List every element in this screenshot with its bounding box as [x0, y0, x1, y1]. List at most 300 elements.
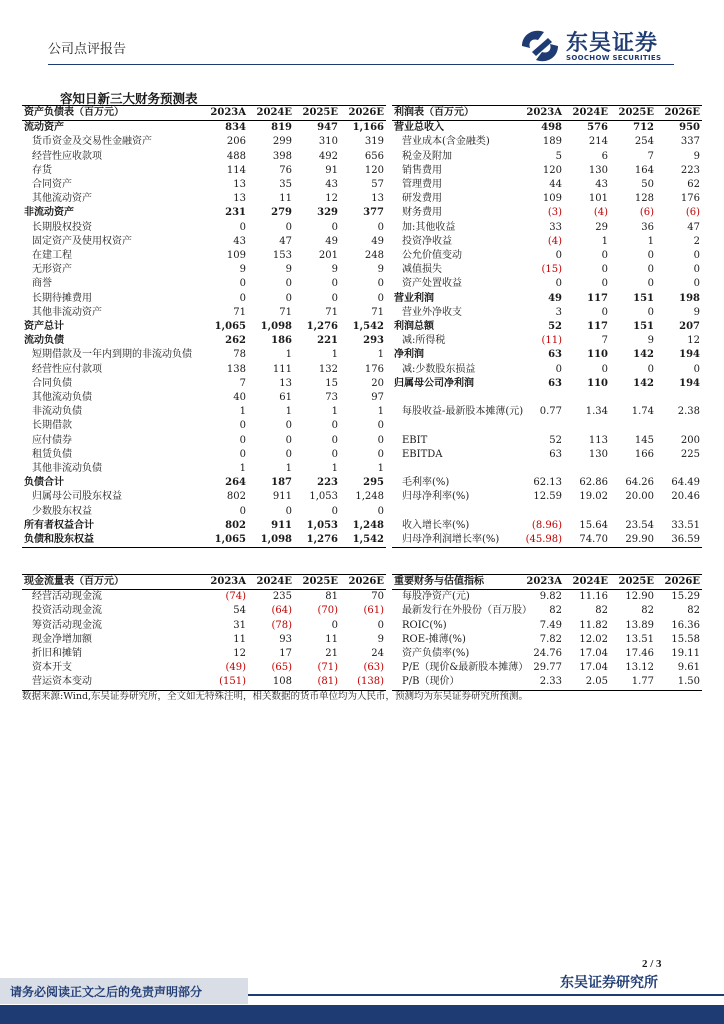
- row-value: 9: [377, 264, 384, 276]
- row-label: 在建工程: [32, 250, 72, 262]
- row-value: 337: [680, 136, 700, 148]
- row-value: 109: [542, 193, 562, 205]
- row-label: 投资净收益: [402, 235, 452, 247]
- row-value: 0: [331, 619, 338, 631]
- table-row: [392, 490, 702, 504]
- row-value: 13.89: [625, 619, 654, 631]
- row-label: P/B（现价）: [392, 675, 518, 690]
- row-value: 7.82: [539, 633, 562, 645]
- row-value: 49: [371, 235, 384, 247]
- row-value: 113: [588, 434, 608, 446]
- row-label: [392, 462, 518, 476]
- row-value: 35: [279, 179, 292, 191]
- row-value: 0: [647, 363, 654, 375]
- row-value: 151: [633, 321, 654, 333]
- row-label: 管理费用: [402, 179, 442, 191]
- year-header: 2023A: [202, 575, 248, 590]
- row-value: [564, 391, 610, 405]
- row-value: 11: [279, 193, 292, 205]
- year-header: 2024E: [248, 575, 294, 590]
- row-label: 税金及附加: [402, 150, 452, 162]
- row-value: (78): [271, 619, 292, 631]
- row-value: 110: [587, 349, 608, 361]
- table-row: [392, 348, 702, 362]
- row-value: 29.77: [533, 662, 562, 674]
- table-row: [22, 277, 386, 291]
- row-value: 1.34: [585, 406, 608, 418]
- row-value: 1,098: [260, 321, 292, 333]
- row-value: 0: [601, 363, 608, 375]
- row-value: 0: [285, 278, 292, 290]
- table-row: [22, 419, 386, 433]
- row-value: 62.13: [533, 477, 562, 489]
- row-value: 15.64: [579, 519, 608, 531]
- row-value: 712: [633, 122, 654, 134]
- table-row: [392, 235, 702, 249]
- row-value: 61: [279, 392, 292, 404]
- row-value: 15.29: [671, 591, 700, 603]
- row-value: (61): [363, 605, 384, 617]
- row-value: 189: [542, 136, 562, 148]
- row-value: 0: [239, 278, 246, 290]
- table-row: [22, 320, 386, 334]
- row-value: 225: [680, 448, 700, 460]
- row-value: 1: [647, 235, 654, 247]
- year-header: 2026E: [340, 106, 386, 121]
- table-row: [392, 306, 702, 320]
- row-value: 71: [371, 306, 384, 318]
- row-value: 54: [233, 605, 246, 617]
- row-value: 76: [279, 164, 292, 176]
- row-label: 固定资产及使用权资产: [32, 235, 132, 247]
- row-value: (6): [639, 207, 654, 219]
- row-value: 130: [588, 448, 608, 460]
- row-value: [610, 419, 656, 433]
- row-label: 营业利润: [394, 292, 434, 304]
- table-row: [22, 192, 386, 206]
- year-header: 2025E: [294, 575, 340, 590]
- row-label: 租赁负债: [32, 448, 72, 460]
- table-row: [22, 292, 386, 306]
- row-value: 12.02: [579, 633, 608, 645]
- row-value: [564, 462, 610, 476]
- row-value: [656, 419, 702, 433]
- row-label: 财务费用: [402, 207, 442, 219]
- table-row: [392, 263, 702, 277]
- row-value: 1,276: [294, 533, 340, 548]
- row-value: 33: [549, 221, 562, 233]
- row-value: 1.50: [656, 675, 702, 690]
- row-value: 64.26: [625, 477, 654, 489]
- row-label: 流动资产: [24, 122, 64, 134]
- row-value: 11: [325, 633, 338, 645]
- row-value: 1,248: [355, 491, 384, 503]
- row-label: 所有者权益合计: [24, 519, 94, 531]
- row-value: 0: [693, 250, 700, 262]
- row-value: (151): [202, 675, 248, 690]
- row-value: 310: [318, 136, 338, 148]
- row-value: 71: [279, 306, 292, 318]
- table-row: [22, 448, 386, 462]
- row-label: 毛利率(%): [402, 477, 450, 489]
- table-row: [22, 135, 386, 149]
- row-value: 221: [317, 335, 338, 347]
- row-label: 营业成本(含金融类): [402, 136, 490, 148]
- row-label: 负债合计: [24, 477, 64, 489]
- row-value: 3: [555, 306, 562, 318]
- table-row: [392, 221, 702, 235]
- table-row: [22, 505, 386, 519]
- row-label: 营业外净收支: [402, 306, 462, 318]
- balance-sheet-table: [22, 105, 386, 548]
- row-value: 1: [239, 463, 246, 475]
- row-value: 0.77: [539, 406, 562, 418]
- row-value: 1: [331, 406, 338, 418]
- row-value: 0: [331, 278, 338, 290]
- year-header: 2023A: [518, 575, 564, 590]
- row-value: (65): [271, 662, 292, 674]
- row-value: 262: [225, 335, 246, 347]
- row-value: 7: [239, 377, 246, 389]
- brand-logo: [518, 26, 688, 66]
- row-value: 11: [233, 633, 246, 645]
- row-value: 24: [371, 648, 384, 660]
- row-value: 17.04: [579, 648, 608, 660]
- row-value: 7: [647, 150, 654, 162]
- table-row: [22, 391, 386, 405]
- row-value: 2.38: [677, 406, 700, 418]
- table-row: [392, 391, 702, 405]
- row-value: 1,053: [309, 491, 338, 503]
- row-value: 0: [331, 448, 338, 460]
- row-label: 净利润: [394, 349, 424, 361]
- row-label: ROIC(%): [402, 619, 447, 631]
- row-value: 0: [377, 221, 384, 233]
- valuation-table: [392, 574, 702, 691]
- row-value: 70: [371, 591, 384, 603]
- row-value: 9: [693, 306, 700, 318]
- row-value: 114: [226, 164, 246, 176]
- row-value: 29: [595, 221, 608, 233]
- row-value: 13: [371, 193, 384, 205]
- table-row: [22, 633, 386, 647]
- row-value: 36: [641, 221, 654, 233]
- row-value: 194: [679, 377, 700, 389]
- row-value: 7: [601, 335, 608, 347]
- row-value: 120: [364, 164, 384, 176]
- row-value: 110: [587, 377, 608, 389]
- row-value: 1.77: [610, 675, 656, 690]
- year-header: 2026E: [656, 575, 702, 590]
- row-value: 299: [272, 136, 292, 148]
- row-value: [656, 462, 702, 476]
- row-value: 120: [542, 164, 562, 176]
- row-value: 71: [233, 306, 246, 318]
- row-value: (138): [340, 675, 386, 690]
- row-value: (71): [317, 662, 338, 674]
- row-label: 资产处置收益: [402, 278, 462, 290]
- row-value: (11): [541, 335, 562, 347]
- table-row: [22, 150, 386, 164]
- row-value: 223: [680, 164, 700, 176]
- table-row: [22, 235, 386, 249]
- row-value: 117: [587, 321, 608, 333]
- row-value: 0: [331, 434, 338, 446]
- row-value: 9: [693, 150, 700, 162]
- row-value: 9: [239, 264, 246, 276]
- row-value: 1: [331, 463, 338, 475]
- row-value: 0: [331, 420, 338, 432]
- row-label: [392, 505, 518, 519]
- row-value: (45.98): [518, 533, 564, 548]
- table-row: [392, 590, 702, 605]
- table-row: [22, 661, 386, 675]
- row-value: 109: [226, 250, 246, 262]
- row-label: 经营性应收款项: [32, 150, 102, 162]
- row-value: 488: [226, 150, 246, 162]
- row-value: 2: [693, 235, 700, 247]
- table-row: [392, 292, 702, 306]
- row-value: 19.02: [579, 491, 608, 503]
- table-row: [392, 462, 702, 476]
- row-value: 97: [371, 392, 384, 404]
- row-value: 13.12: [625, 662, 654, 674]
- footer-bar: [0, 1005, 724, 1024]
- row-value: 33.51: [671, 519, 700, 531]
- row-value: 1: [285, 349, 292, 361]
- row-value: 9: [331, 264, 338, 276]
- row-value: 43: [233, 235, 246, 247]
- table-row: [22, 263, 386, 277]
- row-value: 0: [331, 292, 338, 304]
- row-value: 0: [239, 292, 246, 304]
- row-value: 293: [363, 335, 384, 347]
- row-value: 20: [371, 377, 384, 389]
- table-row: [392, 192, 702, 206]
- row-value: 264: [225, 477, 246, 489]
- row-label: 加:其他收益: [402, 221, 456, 233]
- table-row: [22, 334, 386, 348]
- disclaimer-banner: [0, 978, 248, 1004]
- row-value: 0: [377, 434, 384, 446]
- row-label: 长期借款: [32, 420, 72, 432]
- row-label: 减:所得税: [402, 335, 446, 347]
- row-value: 71: [325, 306, 338, 318]
- row-value: 0: [331, 221, 338, 233]
- row-value: 12.90: [625, 591, 654, 603]
- row-value: 0: [239, 434, 246, 446]
- row-value: 73: [325, 392, 338, 404]
- row-label: 归属母公司净利润: [394, 377, 474, 389]
- row-value: 279: [271, 207, 292, 219]
- row-value: 0: [693, 264, 700, 276]
- row-value: 74.70: [564, 533, 610, 548]
- row-label: 长期待摊费用: [32, 292, 92, 304]
- table-row: [22, 363, 386, 377]
- row-value: 29.90: [610, 533, 656, 548]
- table-row: [392, 334, 702, 348]
- row-value: 12: [687, 335, 700, 347]
- row-value: 63: [549, 448, 562, 460]
- row-value: 206: [226, 136, 246, 148]
- row-value: 1: [331, 349, 338, 361]
- row-value: 138: [226, 363, 246, 375]
- row-value: 231: [225, 207, 246, 219]
- row-value: [656, 505, 702, 519]
- row-value: 214: [588, 136, 608, 148]
- row-value: 47: [687, 221, 700, 233]
- row-label: [392, 391, 518, 405]
- table-row: [392, 277, 702, 291]
- year-header: 2026E: [656, 106, 702, 121]
- row-value: 834: [225, 122, 246, 134]
- row-value: [518, 419, 564, 433]
- row-label: 资本开支: [32, 662, 72, 674]
- row-value: 23.54: [625, 519, 654, 531]
- row-value: 43: [595, 179, 608, 191]
- table-row: [392, 320, 702, 334]
- row-value: 186: [271, 335, 292, 347]
- row-value: (4): [547, 235, 562, 247]
- row-value: [518, 505, 564, 519]
- row-label: 其他流动负债: [32, 392, 92, 404]
- row-label: 每股收益-最新股本摊薄(元): [402, 406, 524, 418]
- row-value: 1,053: [306, 519, 338, 531]
- row-value: [518, 391, 564, 405]
- row-value: 0: [285, 448, 292, 460]
- row-label: 非流动负债: [32, 406, 82, 418]
- row-value: 198: [679, 292, 700, 304]
- row-label: 合同负债: [32, 377, 72, 389]
- row-value: 0: [555, 363, 562, 375]
- row-value: [656, 391, 702, 405]
- year-header: 2025E: [610, 106, 656, 121]
- row-label: 筹资活动现金流: [32, 619, 102, 631]
- row-value: 101: [588, 193, 608, 205]
- row-label: 少数股东权益: [32, 505, 92, 517]
- table-row: [392, 419, 702, 433]
- row-value: 9: [377, 633, 384, 645]
- row-value: 9: [647, 335, 654, 347]
- row-value: 194: [679, 349, 700, 361]
- row-value: 0: [285, 420, 292, 432]
- year-header: 2024E: [248, 106, 294, 121]
- page-title: 容知日新三大财务预测表: [60, 91, 198, 106]
- row-value: 82: [549, 605, 562, 617]
- row-value: 0: [285, 292, 292, 304]
- row-value: 207: [679, 321, 700, 333]
- row-value: 0: [285, 505, 292, 517]
- row-value: 63: [548, 349, 562, 361]
- row-value: 0: [377, 448, 384, 460]
- row-value: 49: [325, 235, 338, 247]
- row-value: 36.59: [656, 533, 702, 548]
- table-row: [392, 178, 702, 192]
- table-row: [22, 377, 386, 391]
- table-row: [392, 434, 702, 448]
- row-label: EBITDA: [402, 448, 443, 460]
- row-value: 19.11: [671, 648, 700, 660]
- row-value: [564, 419, 610, 433]
- row-label: 营运资本变动: [22, 675, 202, 690]
- row-value: (3): [547, 207, 562, 219]
- row-value: 0: [377, 505, 384, 517]
- table-row: [22, 462, 386, 476]
- row-label: 资产负债率(%): [402, 648, 470, 660]
- row-value: 0: [239, 221, 246, 233]
- row-value: 24.76: [533, 648, 562, 660]
- row-label: 归属母公司股东权益: [32, 491, 122, 503]
- table-row: [392, 249, 702, 263]
- logo-text-cn: 东吴证券: [566, 31, 659, 56]
- row-value: 1,065: [214, 321, 246, 333]
- row-value: (81): [294, 675, 340, 690]
- row-label: 公允价值变动: [402, 250, 462, 262]
- table-row: [22, 306, 386, 320]
- table-row: [392, 505, 702, 519]
- row-value: 9.82: [539, 591, 562, 603]
- row-value: 7.49: [539, 619, 562, 631]
- row-value: 12.59: [533, 491, 562, 503]
- row-value: 235: [272, 591, 292, 603]
- table-row: [392, 604, 702, 618]
- row-value: (63): [363, 662, 384, 674]
- row-value: 44: [549, 179, 562, 191]
- row-label: 流动负债: [24, 335, 64, 347]
- row-label: 其他非流动负债: [32, 463, 102, 475]
- row-value: 0: [331, 505, 338, 517]
- row-value: 492: [318, 150, 338, 162]
- row-value: 6: [601, 150, 608, 162]
- row-value: 52: [549, 434, 562, 446]
- cash-flow-table: [22, 574, 386, 691]
- row-value: 16.36: [671, 619, 700, 631]
- row-value: 13: [279, 377, 292, 389]
- table-row: [22, 121, 386, 136]
- table-row: [22, 405, 386, 419]
- row-value: 0: [647, 264, 654, 276]
- row-value: 12: [325, 193, 338, 205]
- row-value: 0: [239, 505, 246, 517]
- row-value: 0: [647, 250, 654, 262]
- row-label: 利润总额: [394, 321, 434, 333]
- row-value: 1: [377, 349, 384, 361]
- row-value: 20.46: [671, 491, 700, 503]
- table-row: [392, 377, 702, 391]
- table-row: [392, 633, 702, 647]
- year-header: 2023A: [518, 106, 564, 121]
- row-value: 0: [377, 278, 384, 290]
- row-value: 187: [271, 477, 292, 489]
- row-value: 142: [633, 349, 654, 361]
- row-label: 减值损失: [402, 264, 442, 276]
- row-value: (49): [225, 662, 246, 674]
- row-value: 656: [364, 150, 384, 162]
- row-value: 911: [272, 491, 292, 503]
- row-value: 223: [317, 477, 338, 489]
- income-statement-table: [392, 105, 702, 548]
- row-label: 其他流动资产: [32, 193, 92, 205]
- row-value: 57: [371, 179, 384, 191]
- row-value: 93: [279, 633, 292, 645]
- row-value: 947: [317, 122, 338, 134]
- row-label: 应付债券: [32, 434, 72, 446]
- row-label: 经营活动现金流: [32, 591, 102, 603]
- row-value: 1: [601, 235, 608, 247]
- table-row: [392, 476, 702, 490]
- row-value: 1,166: [352, 122, 384, 134]
- balance-sheet-header: 资产负债表（百万元）: [22, 106, 202, 121]
